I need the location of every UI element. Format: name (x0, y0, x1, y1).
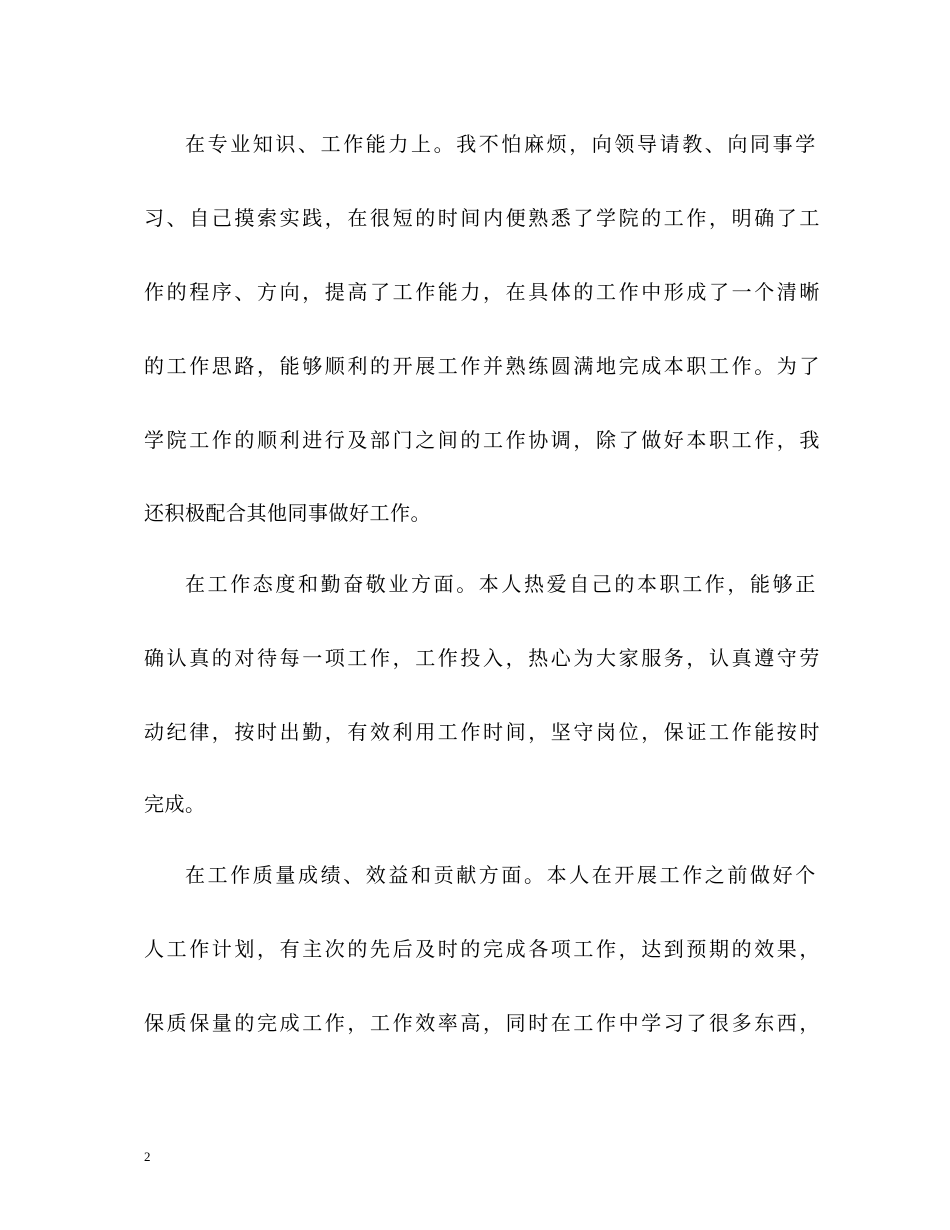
text-line: 完成。 (144, 792, 206, 816)
text-line: 作的程序、方向，提高了工作能力，在具体的工作中形成了一个清晰 (144, 280, 822, 304)
text-line: 保质保量的完成工作，工作效率高，同时在工作中学习了很多东西， (144, 1011, 822, 1035)
text-line: 习、自己摸索实践，在很短的时间内便熟悉了学院的工作，明确了工 (144, 206, 822, 230)
text-line: 确认真的对待每一项工作，工作投入，热心为大家服务，认真遵守劳 (144, 646, 822, 670)
text-line: 动纪律，按时出勤，有效利用工作时间，坚守岗位，保证工作能按时 (144, 720, 822, 744)
text-line: 人工作计划，有主次的先后及时的完成各项工作，达到预期的效果， (144, 937, 822, 961)
text-line: 学院工作的顺利进行及部门之间的工作协调，除了做好本职工作，我 (144, 428, 822, 452)
text-line: 在工作态度和勤奋敬业方面。本人热爱自己的本职工作，能够正 (185, 572, 818, 596)
page-number: 2 (144, 1149, 151, 1164)
text-line: 的工作思路，能够顺利的开展工作并熟练圆满地完成本职工作。为了 (144, 354, 822, 378)
text-line: 还积极配合其他同事做好工作。 (144, 501, 431, 525)
text-line: 在专业知识、工作能力上。我不怕麻烦，向领导请教、向同事学 (185, 132, 818, 156)
text-line: 在工作质量成绩、效益和贡献方面。本人在开展工作之前做好个 (185, 863, 818, 887)
